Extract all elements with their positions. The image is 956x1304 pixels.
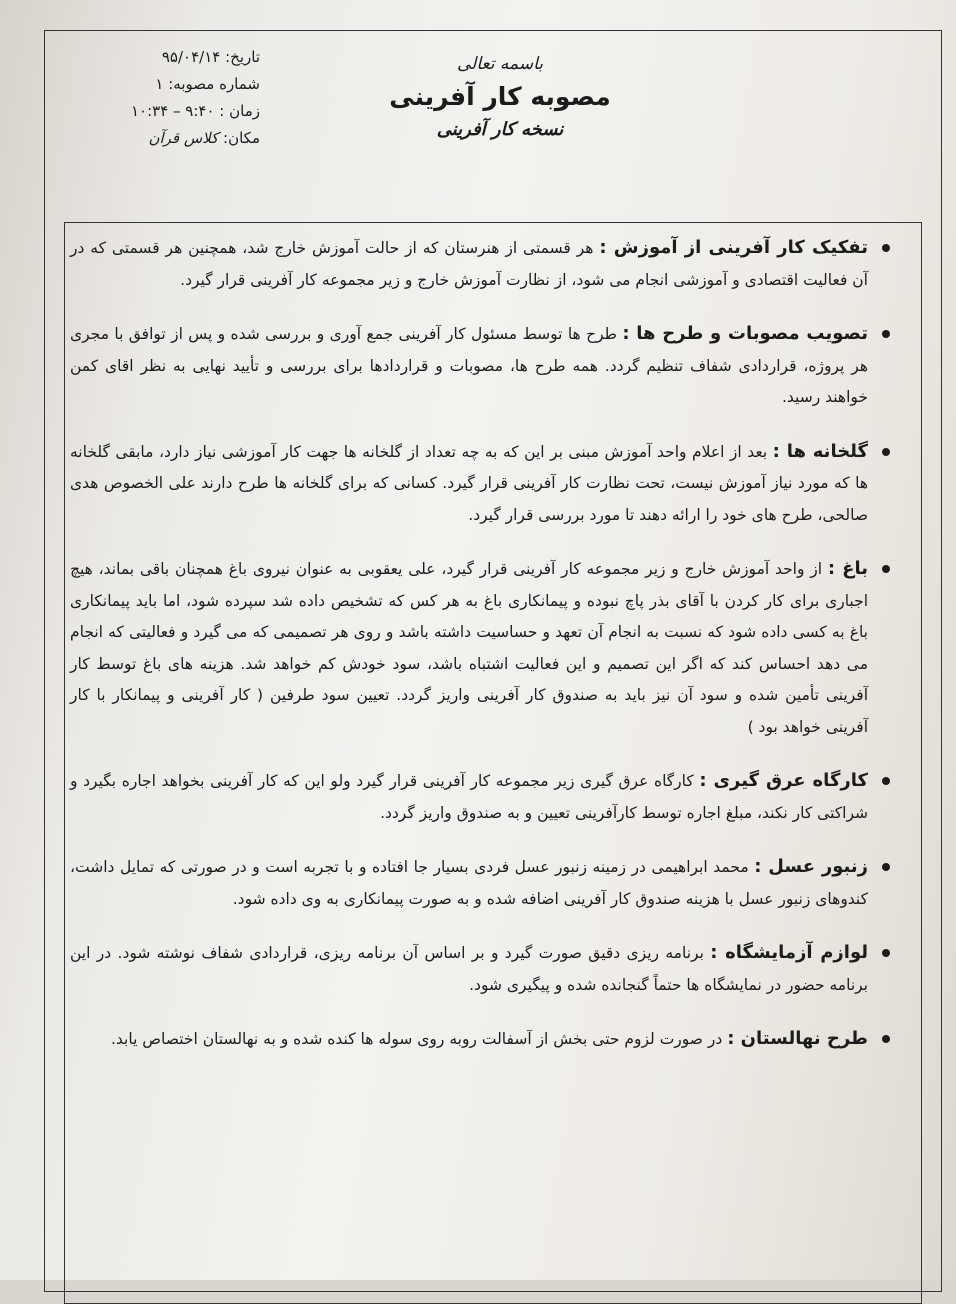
section-approval-of-plans xyxy=(70,318,890,414)
section-body: برنامه ریزی دقیق صورت گیرد و بر اساس آن برنامه ریزی، قراردادی شفاف نوشته شود. در این برنامه حضور در نمایشگاه ها حتماً گنجانده شده و پیگیری شود. xyxy=(70,944,868,994)
resolution-sections xyxy=(70,232,890,1078)
bullet-icon xyxy=(882,448,890,456)
section-body: از واحد آموزش خارج و زیر مجموعه کار آفرینی قرار گیرد، علی یعقوبی به عنوان نیروی باغ همچنان باقی بماند، هیچ اجباری برای کار کردن با آقای بذر پاچ نبوده و پیمانکاری باغ به هر کس که تشخیص داده شد سپرده شود، اما باید پیمانکاری باغ به کسی داده شود که نسبت به انجام آن تعهد و حساسیت داشته باشد و روی هر تصمیمی که می گیرد و فعالیتی که انجام می دهد احساس کند که اگر این تصمیم و این فعالیت اشتباه باشد، سود خودش کم خواهد شد. هزینه های باغ توسط کار آفرینی تأمین شده و سود آن نیز باید به صندوق کار آفرینی واریز گردد. تعیین سود طرفین ( کار آفرینی و پیمانکار با کار آفرینی خواهد بود ) xyxy=(70,560,868,736)
bullet-icon xyxy=(882,949,890,957)
document-title: مصوبه کار آفرینی xyxy=(389,82,611,111)
section-title: طرح نهالستان : xyxy=(727,1028,868,1049)
section-greenhouses xyxy=(70,436,890,532)
place-value: کلاس قرآن xyxy=(148,129,219,147)
section-body: محمد ابراهیمی در زمینه زنبور عسل فردی بسیار جا افتاده و با تجربه است و در صورتی که تمایل داشت، کندوهای زنبور عسل با هزینه صندوق کار آفرینی اضافه شده و به صورت پیمانکاری به وی داده شود. xyxy=(70,858,868,908)
section-lab-equipment xyxy=(70,937,890,1001)
section-title: کارگاه عرق گیری : xyxy=(699,770,869,791)
section-nursery-plan xyxy=(70,1023,890,1056)
section-body: کارگاه عرق گیری زیر مجموعه کار آفرینی قرار گیرد ولو این که کار آفرینی بخواهد اجاره بگیرد و شراکتی کار نکند، مبلغ اجاره توسط کارآفرینی تعیین و به صندوق واریز گردد. xyxy=(70,772,868,822)
section-title: تصویب مصوبات و طرح ها : xyxy=(622,323,868,344)
bullet-icon xyxy=(882,565,890,573)
section-honeybee xyxy=(70,851,890,915)
section-garden xyxy=(70,553,890,743)
bullet-icon xyxy=(882,244,890,252)
bullet-icon xyxy=(882,1035,890,1043)
document-subtitle: نسخه کار آفرینی xyxy=(436,119,564,140)
section-body: طرح ها توسط مسئول کار آفرینی جمع آوری و بررسی شده و پس از توافق با مجری هر پروژه، قراردادی شفاف تنظیم گردد. همه طرح ها، مصوبات و قراردادها برای بررسی و تأیید نهایی به نظر اقای کمن خواهند رسید. xyxy=(70,325,868,406)
meeting-time: زمان : ۹:۴۰ – ۱۰:۳۴ xyxy=(130,102,260,120)
resolution-number: شماره مصوبه: ۱ xyxy=(155,75,260,93)
document-header xyxy=(0,0,956,200)
section-title: لوازم آزمایشگاه : xyxy=(710,942,868,963)
meeting-place xyxy=(80,125,260,152)
section-body: در صورت لزوم حتی بخش از آسفالت روبه روی سوله ها کنده شده و به نهالستان اختصاص یابد. xyxy=(110,1030,723,1048)
bullet-icon xyxy=(882,777,890,785)
section-body: بعد از اعلام واحد آموزش مبنی بر این که به چه تعداد از گلخانه ها جهت کار آموزشی نیاز دارد، مابقی گلخانه ها که مورد نیاز آموزش نیست، تحت نظارت کار آفرینی قرار گیرد. کسانی که برای گلخانه ها طرح دارند علی الخصوص هدی صالحی، طرح های خود را ارائه دهند تا مورد بررسی قرار گیرد. xyxy=(70,442,868,524)
meeting-date: تاریخ: ۹۵/۰۴/۱۴ xyxy=(161,48,260,66)
place-label: مکان: xyxy=(223,129,260,147)
bullet-icon xyxy=(882,863,890,871)
section-distillation-workshop xyxy=(70,765,890,829)
meeting-info xyxy=(80,44,260,152)
bullet-icon xyxy=(882,330,890,338)
section-title: گلخانه ها : xyxy=(772,440,868,462)
section-separation-from-education xyxy=(70,232,890,296)
title-block xyxy=(300,54,700,140)
bismillah: باسمه تعالی xyxy=(457,54,543,74)
section-body: هر قسمتی از هنرستان که از حالت آموزش خارج شد، همچنین هر قسمتی که در آن فعالیت اقتصادی و آموزشی انجام می شود، از نظارت آموزش خارج و زیر مجموعه کار آفرینی قرار گیرد. xyxy=(70,239,868,289)
section-title: تفکیک کار آفرینی از آموزش : xyxy=(599,237,868,258)
section-title: زنبور عسل : xyxy=(754,856,868,877)
section-title: باغ : xyxy=(827,558,868,579)
